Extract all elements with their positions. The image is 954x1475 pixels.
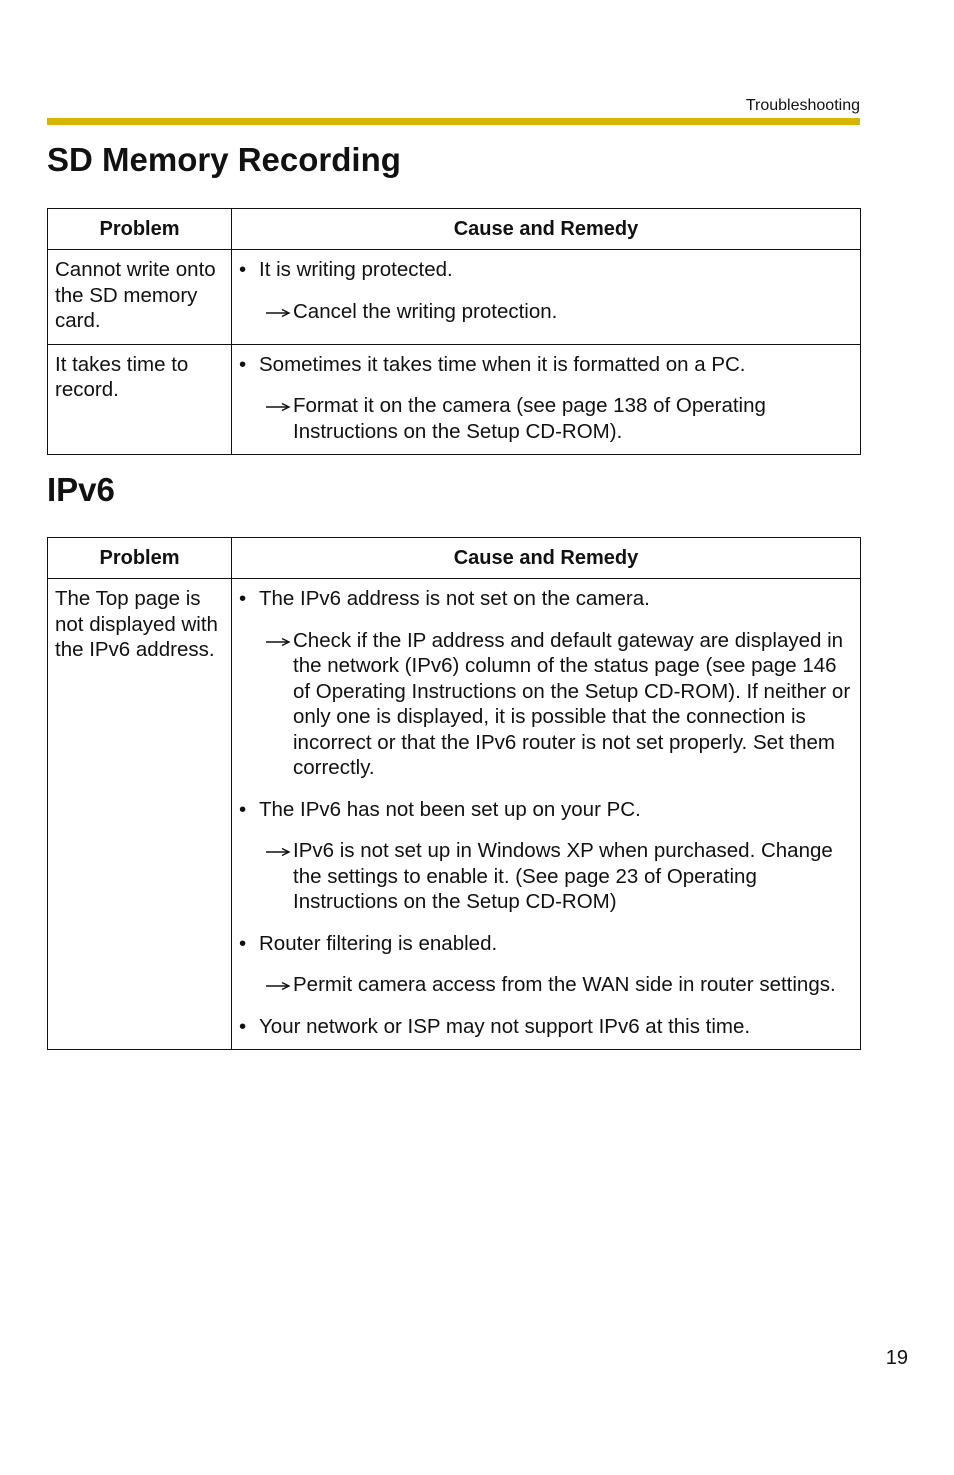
problem-column-header: Problem <box>48 209 232 250</box>
problem-column-header: Problem <box>48 538 232 579</box>
cause-label: It is writing protected. <box>259 258 453 281</box>
remedy-label: Format it on the camera (see page 138 of Operating Instructions on the Setup CD-ROM). <box>293 394 766 443</box>
table-row <box>48 579 861 1050</box>
section-title-ipv6: IPv6 <box>47 471 115 508</box>
cause-label: The IPv6 address is not set on the camera. <box>259 587 650 610</box>
bullet-icon: • <box>239 587 247 610</box>
cause-remedy-cell <box>232 250 861 345</box>
cause-text <box>239 586 854 612</box>
remedy-text <box>239 299 854 325</box>
cause-remedy-cell <box>232 579 861 1050</box>
cause-remedy-item <box>239 352 854 445</box>
cause-text <box>239 352 854 378</box>
cause-label: Router filtering is enabled. <box>259 931 498 955</box>
cause-remedy-column-header: Cause and Remedy <box>232 538 861 579</box>
problem-cell: Cannot write onto the SD memory card. <box>48 250 232 345</box>
remedy-text <box>239 393 854 444</box>
cause-text <box>239 797 854 823</box>
cause-text <box>239 1014 854 1040</box>
problem-cell: The Top page is not displayed with the IPv6 address. <box>48 579 232 1050</box>
cause-label: The IPv6 has not been set up on your PC. <box>259 797 641 821</box>
table-header-row <box>48 538 861 579</box>
remedy-label: Cancel the writing protection. <box>293 299 558 323</box>
cause-label: Your network or ISP may not support IPv6 at this time. <box>259 1014 751 1038</box>
sd-memory-table <box>47 208 861 455</box>
problem-cell: It takes time to record. <box>48 344 232 455</box>
bullet-icon: • <box>239 258 247 281</box>
table-header-row <box>48 209 861 250</box>
remedy-text <box>239 628 854 781</box>
bullet-icon: • <box>239 1014 247 1038</box>
cause-label: Sometimes it takes time when it is formatted on a PC. <box>259 352 746 376</box>
arrow-right-icon <box>265 974 291 994</box>
remedy-label: Permit camera access from the WAN side in router settings. <box>293 973 836 996</box>
remedy-text <box>239 972 854 998</box>
bullet-icon: • <box>239 931 247 955</box>
arrow-right-icon <box>265 301 291 321</box>
cause-remedy-item <box>239 1014 854 1040</box>
arrow-right-icon <box>265 630 291 650</box>
cause-remedy-item <box>239 257 854 324</box>
header-rule <box>47 118 860 125</box>
cause-remedy-column-header: Cause and Remedy <box>232 209 861 250</box>
table-row <box>48 344 861 455</box>
table-row <box>48 250 861 345</box>
bullet-icon: • <box>239 797 247 821</box>
section-title-sd-memory: SD Memory Recording <box>47 141 401 178</box>
remedy-label: IPv6 is not set up in Windows XP when purchased. Change the settings to enable it. (See page 23 of Operating Instructions on the Setup CD-ROM) <box>293 839 833 913</box>
ipv6-table <box>47 537 861 1050</box>
bullet-icon: • <box>239 352 247 376</box>
arrow-right-icon <box>265 840 291 860</box>
cause-remedy-item <box>239 797 854 915</box>
cause-remedy-item <box>239 931 854 998</box>
cause-remedy-cell <box>232 344 861 455</box>
header-section-label: Troubleshooting <box>745 97 860 114</box>
cause-text <box>239 257 854 283</box>
remedy-label: Check if the IP address and default gateway are displayed in the network (IPv6) column of the status page (see page 146 of Operating Instructions on the Setup CD-ROM). If neither or only one is displayed, it is possible that the connection is incorrect or that the IPv6 router is not set properly. Set them correctly. <box>293 628 851 779</box>
page-number: 19 <box>885 1347 908 1369</box>
cause-text <box>239 931 854 957</box>
remedy-text <box>239 838 854 915</box>
arrow-right-icon <box>265 395 291 415</box>
cause-remedy-item <box>239 586 854 781</box>
